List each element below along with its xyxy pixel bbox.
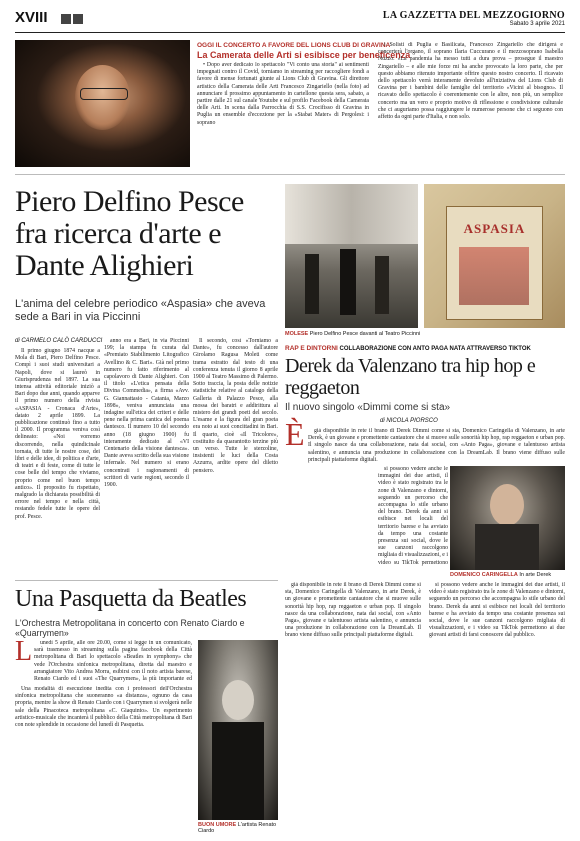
cover-illustration — [459, 247, 529, 305]
body-shape — [475, 524, 539, 570]
divider — [15, 174, 565, 175]
glasses-shape — [80, 88, 128, 100]
newspaper-name: LA GAZZETTA DEL MEZZOGIORNO — [382, 10, 565, 21]
main-subtitle: L'anima del celebre periodico «Aspasia» che aveva sede a Bari in via Piccinni — [15, 298, 266, 323]
aspasia-title: ASPASIA — [463, 221, 526, 236]
page-number: XVIII — [15, 9, 48, 26]
derek-photo — [450, 466, 565, 570]
ciardo-photo — [198, 640, 278, 820]
zingariello-photo — [15, 40, 190, 167]
page-header — [15, 8, 565, 33]
derek-photo-caption: DOMENICO CARINGELLA In arte Derek — [450, 572, 552, 578]
main-article-col2: anno era a Bari, in via Piccinni 199; la stampa fu curata dal «Premiato Stabilimento Litografico Avellino & C. Bari». Già nel primo numero fu fatto riferimento al capolavoro di Dante Alighieri. Con il titolo «L'etica pensata della Divina Commedia», a firma «Avv. G. Giannattasio - Catania, Marzo 1898», veniva annunciata una indagine sull'etica dei criteri e delle pene nella prima cantica del poema dantesco. Il numero 10 del secondo anno (18 giugno 1900) fu interamente dedicato al «VI Centenario della visione dantesca». Dante aveva scritto della sua visione infernale. Nel numero si erano concentrati i ragionamenti di scrittori di varie regioni, secondo il 1900. — [104, 338, 189, 489]
top-article-col1: • Dopo aver dedicato lo spettacolo "Vi conto una storia" ai sentimenti impegnati contro il Covid, torniamo in streaming per raccogliere fondi a favore di mense fortunati giunte al Lions Club di Gravina. Gli direttore artistico della Camerata delle Arti Francesco Zingariello (nella foto) ad annunciare il prossimo appuntamento in cartellone questa sera, sabato, a partire dalle 21 sul canale Youtube e sul profilo Facebook della Camerata delle Arti. In scena dalla Parrocchia di S.S. Crocifisso di Gravina in Puglia un ensemble d'eccezione per la «Stabat Mater» di Pergolesi: i soprano — [197, 62, 369, 126]
derek-article-col1: già disponibile in rete il brano di Derek Dimmi come si sta, Domenico Caringella di Valenzano, in arte Derek, è un giovane e promettente cantautore che si muove sulle sonorità hip hop, rap reggaeton e urban pop. Il singolo nasce da una collaborazione, nata dai social, con «Anto Paga», giovane e talentuoso artista salentino, e annuncia una produzione in collaborazione con la DreamLab. Il brano viene diffuso sulle principali piattaforme digitali. — [308, 428, 565, 463]
main-byline: di CARMELO CALÒ CARDUCCI — [15, 338, 103, 344]
body-shape — [212, 722, 264, 820]
main-article-col1: Il primo giugno 1874 nacque a Mola di Bari, Piero Delfino Pesce. Compì i suoi studi universitari a Napoli, dove si laureò in Giurisprudenza nel 1897. La sua intensa attività editoriale iniziò a Bari dopo due anni, quando apparve il primo numero della rivista «ASPASIA - Cronaca d'Arte», datato 2 aprile 1899. La pubblicazione continuò fino a tutto il 2000. Il programma veniva così delineato: «Noi vorremo discorrendo, nella quindicinale tornata, di tutte le nostre cose, dei libri e delle idee, di politica e d'arte, di teatri e di feste, come di tutte le cose belle del tempo che viviamo, proprio come nel buon tempo antico». Il proposito fu rispettato, malgrado la dichiarata possibilità di errore nel tempo e nella città, restando fedele tutte le opere del prof. Pesce. — [15, 348, 100, 520]
derek-subtitle: Il nuovo singolo «Dimmi come si sta» — [285, 402, 451, 413]
beatles-article-col2: Una modalità di esecuzione inedita con i professori dell'Orchestra sinfonica metropolitana che suoneranno «a distanza», ognuno da casa propria, mentre la show di Renato Ciardo con i Quarrymen si svolgerà nelle sale della Pinacoteca metropolitana «C. Giaquinto». Un esperimento artistico-musicale che incanterà il pubblico della Città metropolitana di Bari con note splendide in occasione del lunedì di Pasquetta. — [15, 686, 192, 729]
person-shape — [375, 256, 389, 314]
derek-byline: di NICOLA PIORSCO — [380, 418, 438, 424]
beatles-headline: Una Pasquetta da Beatles — [15, 586, 247, 612]
top-article-title: La Camerata delle Arti si esibisce per beneficenza — [197, 50, 411, 60]
header-square-icon — [61, 14, 71, 24]
main-photo-caption: MOLESE Piero Delfino Pesce davanti al Teatro Piccinni — [285, 331, 421, 337]
derek-kicker-line: RAP E DINTORNI COLLABORAZIONE CON ANTO PAGA NATA ATTRAVERSO TIKTOK — [285, 345, 531, 352]
aspasia-cover — [424, 184, 565, 328]
divider — [15, 580, 278, 581]
derek-dropcap: È — [285, 416, 305, 452]
top-article-kicker: OGGI IL CONCERTO A FAVORE DEL LIONS CLUB DI GRAVINA — [197, 42, 391, 49]
person-shape — [305, 254, 319, 314]
main-headline: Piero Delfino Pesce fra ricerca d'arte e Dante Alighieri — [15, 185, 244, 282]
derek-article-col2: si possono vedere anche le immagini dei due artisti, il video è stato registrato tra le zone di Valenzano e dintorni, seguendo un percorso che accompagna lo stile urbano del brano. Derek da anni si esibisce nei locali del territorio barese e ha avviato da tempo una costante presenza sui social, dove le sue canzoni raccolgono migliaia di visualizzazioni, e i video su TikTok permettono — [378, 466, 448, 566]
derek-headline: Derek da Valenzano tra hip hop e reggaeton — [285, 355, 536, 399]
beatles-photo-caption: BUON UMORE L'artista Renato Ciardo — [198, 822, 277, 834]
derek-article-continuation: già disponibile in rete il brano di Derek Dimmi come si sta, Domenico Caringella di Valenzano, in arte Derek, è un giovane e promettente cantautore che si muove sulle sonorità hip hop, rap reggaeton e urban pop. Il singolo nasce da una collaborazione, nata dai social, con «Anto Paga», giovane e talentuoso artista salentino, e annuncia una produzione in collaborazione con la DreamLab. Il brano viene diffuso sulle principali piattaforme digitali. si possono vedere anche le immagini dei due artisti, il video è stato registrato tra le zone di Valenzano e dintorni, seguendo un percorso che accompagna lo stile urbano del brano. Derek da anni si esibisce nei locali del territorio barese e ha avviato da tempo una costante presenza sui social, dove le sue canzoni raccolgono migliaia di visualizzazioni, e i video su TikTok permettono ai due giovani artisti di farsi conoscere dal pubblico. — [285, 582, 565, 639]
main-photo — [285, 184, 418, 328]
building-shape — [285, 184, 418, 244]
beatles-subtitle: L'Orchestra Metropolitana in concerto con Renato Ciardo e «Quarrymen» — [15, 618, 245, 638]
face-shape — [222, 680, 254, 720]
main-article-col3: Il secondo, così «Torniamo a Dante», fu concesso dall'autore Girolamo Ragusa Moleti come trama estratto dal testo di una conferenza tenuta il giorno 8 aprile 1900 al Teatro Massimo di Palermo. Sotto traccia, la posta delle notizie statistiche relative al catalogo della Galleria di Palazzo Pesce, alla mossa dei baratri e addirittura al mistero dei grandi poeti del secolo. L'esame e la figura del gran poeta era noto ai suoi concittadini in Bari. Il quarto, cioè «Il Tricolore», costituito da quarantotto terzine più un verso. Tutte le sterzoline, insistenti le luci della Costa Azzurra, ardite opere del diletto pensiero. — [193, 338, 278, 474]
cover-page — [446, 206, 543, 320]
person-shape — [340, 249, 356, 315]
top-article-col2: i Solisti di Puglia e Basilicata, Francesco Zingariello che dirigerà e concerterà l'organo, il soprano Ilaria Cuccurano e il mezzosoprano Isabella Nuzzo. «La pandemia ha messo tutti a dura prova – prosegue il maestro Zingariello – e alle mie forze mi ha anche provocato la loro parte, che per questo abbiamo ritenuto importante offrire questo nostro concerto. Il ricavato dello spettacolo verrà interamente devoluto all'iniziativa del Lions Club di Gravina per i bambini delle famiglie del territorio «Vicini al bisogno». Il ricavato dello spettacolo è coerentemente con le altre, non più, un semplice concerto ma un vero e proprio motivo di riflessione e condivisione culturale che ci auguriamo possa raggiungere le numerose persone che ci seguono con affetto da ogni parte d'Italia, e non solo. — [378, 42, 563, 121]
beatles-article-col1-top: unedì 5 aprile, alle ore 20.00, come si legge in un comunicato, sarà trasmesso in streaming sulla pagina facebook della Città metropolitana di Bari lo spettacolo «Beatles in symphony» che vede l'Orchestra sinfonica metropolitana, diretta dal maestro e arrangiatore Vito Andrea Morra, esibirsi con il noto artista barese, Renato Ciardo ed i suoi «The Quarrymen», la più importante ed — [34, 640, 192, 682]
header-square-icon — [73, 14, 83, 24]
face-shape — [490, 484, 524, 526]
issue-date: Sabato 3 aprile 2021 — [509, 21, 565, 27]
beatles-dropcap: L — [15, 636, 33, 667]
